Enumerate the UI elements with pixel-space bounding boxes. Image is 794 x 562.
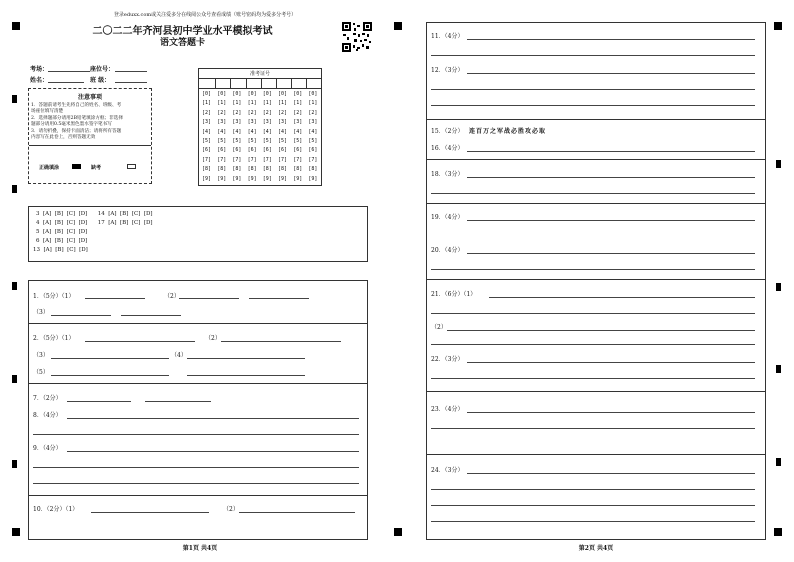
admission-label: 准考证号 <box>249 71 270 77</box>
admission-digit-bubble[interactable]: [3] <box>232 119 242 126</box>
timing-mark <box>776 160 781 168</box>
divider <box>199 88 321 89</box>
divider <box>230 78 231 88</box>
admission-digit-bubble[interactable]: [5] <box>308 138 318 144</box>
answer-line[interactable] <box>467 73 755 74</box>
admission-digit-bubble[interactable]: [8] <box>262 166 272 173</box>
divider <box>29 383 367 384</box>
answer-line[interactable] <box>467 362 755 363</box>
answer-line[interactable] <box>51 315 111 316</box>
qr-code <box>342 22 372 52</box>
admission-digit-bubble[interactable]: [7] <box>232 156 242 163</box>
admission-digit-bubble[interactable]: [3] <box>262 119 272 126</box>
admission-digit-bubble[interactable]: [4] <box>308 128 318 135</box>
answer-line[interactable] <box>121 315 181 316</box>
registration-mark <box>774 528 782 536</box>
admission-digit-bubble[interactable]: [5] <box>293 138 303 144</box>
instruction-line: 内容写在此卷上，否则答题无效 <box>31 135 96 140</box>
q22-label: 22．（3分） <box>431 356 464 363</box>
admission-digit-bubble[interactable]: [0] <box>202 91 212 97</box>
registration-mark <box>12 528 20 536</box>
answer-line[interactable] <box>431 193 755 194</box>
answer-line[interactable] <box>67 451 359 452</box>
admission-digit-bubble[interactable]: [2] <box>232 109 242 116</box>
admission-digit-bubble[interactable]: [8] <box>278 166 288 173</box>
header-notice: 登录eduxx.com或关注爱多分在线阅公众号查看成绩（账号密码均为爱多分考号） <box>113 12 297 18</box>
registration-mark <box>394 22 402 30</box>
divider <box>427 119 765 120</box>
q24-label: 24．（3分） <box>431 467 464 474</box>
q9-label: 9．（4分） <box>33 445 62 452</box>
instruction-line: 题部分请用0.5毫米黑色墨水签字笔书写 <box>31 122 112 127</box>
q1-3-label: （3） <box>33 309 49 316</box>
answer-line[interactable] <box>91 512 209 513</box>
exam-room-field[interactable] <box>48 71 90 72</box>
exam-room-label: 考场： <box>30 66 49 73</box>
answer-line[interactable] <box>187 358 305 359</box>
admission-digit-bubble[interactable]: [0] <box>278 91 288 97</box>
answer-box-left <box>28 280 368 540</box>
q8-label: 8．（4分） <box>33 412 62 419</box>
divider <box>29 145 151 146</box>
admission-digit-bubble[interactable]: [9] <box>293 175 303 182</box>
q20-label: 20．（4分） <box>431 247 464 254</box>
seat-no-field[interactable] <box>115 71 147 72</box>
answer-line[interactable] <box>431 55 755 56</box>
admission-digit-bubble[interactable]: [9] <box>278 175 288 182</box>
admission-grid <box>198 68 322 186</box>
answer-line[interactable] <box>33 434 359 435</box>
admission-digit-bubble[interactable]: [5] <box>262 138 272 144</box>
answer-line[interactable] <box>467 177 755 178</box>
admission-digit-bubble[interactable]: [4] <box>247 128 257 135</box>
admission-digit-bubble[interactable]: [7] <box>262 156 272 163</box>
divider <box>246 78 247 88</box>
admission-digit-bubble[interactable]: [9] <box>202 175 212 182</box>
admission-digit-bubble[interactable]: [3] <box>217 119 227 126</box>
q19-label: 19．（4分） <box>431 214 464 221</box>
class-label: 班 级： <box>90 77 111 84</box>
answer-line[interactable] <box>467 220 755 221</box>
registration-mark <box>394 528 402 536</box>
admission-digit-bubble[interactable]: [3] <box>247 119 257 126</box>
answer-line[interactable] <box>489 297 755 298</box>
admission-digit-bubble[interactable]: [3] <box>202 119 212 126</box>
admission-digit-bubble[interactable]: [5] <box>202 138 212 144</box>
exam-subtitle: 语文答题卡 <box>159 38 205 48</box>
choice-row[interactable]: 5 [A] [B] [C] [D] <box>36 229 88 235</box>
exam-title: 二〇二二年齐河县初中学业水平模拟考试 <box>92 26 273 37</box>
choice-row[interactable]: 3 [A] [B] [C] [D] 14 [A] [B] [C] [D] <box>36 211 153 217</box>
admission-digit-bubble[interactable]: [6] <box>247 147 257 154</box>
timing-mark <box>12 375 17 383</box>
q2-2-label: （2） <box>205 335 221 342</box>
admission-digit-bubble[interactable]: [4] <box>278 128 288 135</box>
admission-digit-bubble[interactable]: [1] <box>293 100 303 107</box>
q2-4-label: （4） <box>171 352 187 359</box>
answer-line[interactable] <box>431 313 755 314</box>
admission-digit-bubble[interactable]: [1] <box>308 100 318 107</box>
admission-digit-bubble[interactable]: [7] <box>308 156 318 163</box>
divider <box>29 323 367 324</box>
answer-line[interactable] <box>431 269 755 270</box>
divider <box>276 78 277 88</box>
timing-mark <box>12 460 17 468</box>
admission-digit-bubble[interactable]: [2] <box>202 109 212 116</box>
registration-mark <box>774 22 782 30</box>
divider <box>427 159 765 160</box>
divider <box>291 78 292 88</box>
q2-5-label: （5） <box>33 369 49 376</box>
q21-label: 21．（6分）（1） <box>431 291 477 298</box>
admission-digit-bubble[interactable]: [2] <box>247 109 257 116</box>
admission-digit-bubble[interactable]: [6] <box>293 147 303 154</box>
timing-mark <box>12 185 17 193</box>
admission-digit-bubble[interactable]: [7] <box>217 156 227 163</box>
admission-digit-bubble[interactable]: [6] <box>278 147 288 154</box>
answer-line[interactable] <box>431 505 755 506</box>
divider <box>306 78 307 88</box>
page-footer-left: 第1页 共4页 <box>182 545 218 552</box>
admission-digit-bubble[interactable]: [0] <box>217 91 227 97</box>
admission-digit-bubble[interactable]: [1] <box>217 100 227 107</box>
answer-line[interactable] <box>467 253 755 254</box>
admission-digit-bubble[interactable]: [0] <box>262 91 272 97</box>
answer-line[interactable] <box>85 341 195 342</box>
admission-digit-bubble[interactable]: [2] <box>308 109 318 116</box>
answer-line[interactable] <box>431 521 755 522</box>
admission-digit-bubble[interactable]: [8] <box>308 166 318 173</box>
q15-label: 15．（2分） <box>431 128 464 135</box>
admission-digit-bubble[interactable]: [2] <box>293 109 303 116</box>
admission-digit-bubble[interactable]: [3] <box>293 119 303 126</box>
answer-line[interactable] <box>145 401 211 402</box>
answer-line[interactable] <box>33 467 359 468</box>
answer-line[interactable] <box>221 341 341 342</box>
admission-digit-bubble[interactable]: [0] <box>293 91 303 97</box>
admission-digit-bubble[interactable]: [4] <box>293 128 303 135</box>
admission-digit-bubble[interactable]: [8] <box>217 166 227 173</box>
choice-row[interactable]: 4 [A] [B] [C] [D] 17 [A] [B] [C] [D] <box>36 220 153 226</box>
admission-digit-bubble[interactable]: [7] <box>278 156 288 163</box>
admission-digit-bubble[interactable]: [8] <box>247 166 257 173</box>
admission-digit-bubble[interactable]: [4] <box>202 128 212 135</box>
q21-2-label: （2） <box>431 324 447 331</box>
admission-digit-bubble[interactable]: [1] <box>247 100 257 107</box>
timing-mark <box>776 458 781 466</box>
admission-digit-bubble[interactable]: [9] <box>247 175 257 182</box>
divider <box>427 454 765 455</box>
admission-digit-bubble[interactable]: [6] <box>308 147 318 154</box>
answer-line[interactable] <box>179 298 239 299</box>
answer-box-right <box>426 22 766 540</box>
admission-digit-bubble[interactable]: [1] <box>202 100 212 107</box>
admission-digit-bubble[interactable]: [1] <box>262 100 272 107</box>
page-footer-right: 第2页 共4页 <box>578 545 614 552</box>
timing-mark <box>776 283 781 291</box>
q1-label: 1．（5分）（1） <box>33 293 75 300</box>
answer-line[interactable] <box>187 375 305 376</box>
absent-label: 缺考 <box>91 165 102 171</box>
choice-row[interactable]: 13 [A] [B] [C] [D] <box>33 247 88 253</box>
admission-digit-bubble[interactable]: [4] <box>217 128 227 135</box>
divider <box>215 78 216 88</box>
q10-label: 10．（2分）（1） <box>33 506 79 513</box>
q12-label: 12．（3分） <box>431 67 464 74</box>
q23-label: 23．（4分） <box>431 406 464 413</box>
admission-digit-bubble[interactable]: [0] <box>232 91 242 97</box>
absent-checkbox[interactable] <box>127 164 136 169</box>
q2-3-label: （3） <box>33 352 49 359</box>
q7-label: 7．（2分） <box>33 395 62 402</box>
answer-line[interactable] <box>431 428 755 429</box>
correct-fill-sample <box>72 164 81 169</box>
instruction-line: 3．请勿折叠，保持卡面清洁；请将所有答题 <box>31 129 122 134</box>
admission-digit-bubble[interactable]: [9] <box>308 175 318 182</box>
answer-line[interactable] <box>467 39 755 40</box>
answer-line[interactable] <box>467 412 755 413</box>
answer-line[interactable] <box>431 344 755 345</box>
admission-digit-bubble[interactable]: [1] <box>232 100 242 107</box>
admission-digit-bubble[interactable]: [9] <box>217 175 227 182</box>
q15-prompt: 连百万之军战必胜攻必取 <box>469 128 547 135</box>
instruction-line: 2．选择题部分请用2B铅笔填涂方框；非选择 <box>31 116 123 121</box>
admission-digit-bubble[interactable]: [1] <box>278 100 288 107</box>
answer-line[interactable] <box>51 375 169 376</box>
answer-line[interactable] <box>431 89 755 90</box>
admission-digit-bubble[interactable]: [9] <box>232 175 242 182</box>
q1-2-label: （2） <box>164 293 180 300</box>
admission-digit-bubble[interactable]: [5] <box>232 138 242 144</box>
seat-no-label: 座位号： <box>90 66 115 73</box>
q11-label: 11．（4分） <box>431 33 464 40</box>
admission-digit-bubble[interactable]: [7] <box>293 156 303 163</box>
instruction-line: 场座位填写清楚 <box>31 109 64 114</box>
divider <box>29 495 367 496</box>
timing-mark <box>776 365 781 373</box>
admission-digit-bubble[interactable]: [6] <box>262 147 272 154</box>
admission-digit-bubble[interactable]: [4] <box>232 128 242 135</box>
admission-digit-bubble[interactable]: [8] <box>293 166 303 173</box>
admission-digit-bubble[interactable]: [7] <box>202 156 212 163</box>
choice-row[interactable]: 6 [A] [B] [C] [D] <box>36 238 88 244</box>
admission-digit-bubble[interactable]: [9] <box>262 175 272 182</box>
answer-line[interactable] <box>33 483 359 484</box>
divider <box>427 391 765 392</box>
name-field[interactable] <box>48 82 84 83</box>
admission-digit-bubble[interactable]: [3] <box>308 119 318 126</box>
admission-digit-bubble[interactable]: [2] <box>278 109 288 116</box>
admission-digit-bubble[interactable]: [7] <box>247 156 257 163</box>
answer-line[interactable] <box>447 330 755 331</box>
admission-digit-bubble[interactable]: [6] <box>217 147 227 154</box>
admission-digit-bubble[interactable]: [6] <box>202 147 212 154</box>
instructions-heading: 注意事项 <box>77 94 102 101</box>
admission-digit-bubble[interactable]: [5] <box>278 138 288 144</box>
q2-label: 2．（5分）（1） <box>33 335 75 342</box>
admission-digit-bubble[interactable]: [5] <box>247 138 257 144</box>
admission-digit-bubble[interactable]: [0] <box>308 91 318 97</box>
instruction-line: 1．答题前请考生先将自己的姓名、班级、考 <box>31 103 122 108</box>
divider <box>261 78 262 88</box>
timing-mark <box>12 282 17 290</box>
answer-line[interactable] <box>467 473 755 474</box>
answer-line[interactable] <box>51 358 169 359</box>
answer-line[interactable] <box>431 378 755 379</box>
registration-mark <box>12 22 20 30</box>
admission-digit-bubble[interactable]: [5] <box>217 138 227 144</box>
answer-line[interactable] <box>431 489 755 490</box>
q18-label: 18．（3分） <box>431 171 464 178</box>
divider <box>427 203 765 204</box>
admission-digit-bubble[interactable]: [8] <box>202 166 212 173</box>
admission-digit-bubble[interactable]: [2] <box>217 109 227 116</box>
divider <box>427 279 765 280</box>
answer-line[interactable] <box>67 418 359 419</box>
admission-digit-bubble[interactable]: [8] <box>232 166 242 173</box>
admission-digit-bubble[interactable]: [6] <box>232 147 242 154</box>
instructions-box <box>28 88 152 184</box>
answer-line[interactable] <box>85 298 145 299</box>
q10-2-label: （2） <box>223 506 239 513</box>
admission-digit-bubble[interactable]: [4] <box>262 128 272 135</box>
answer-line[interactable] <box>67 401 131 402</box>
class-field[interactable] <box>115 82 147 83</box>
answer-line[interactable] <box>239 512 355 513</box>
admission-digit-bubble[interactable]: [0] <box>247 91 257 97</box>
q16-label: 16．（4分） <box>431 145 464 152</box>
timing-mark <box>12 95 17 103</box>
answer-line[interactable] <box>467 151 755 152</box>
choice-box <box>28 206 368 262</box>
name-label: 姓名： <box>30 77 49 84</box>
admission-digit-bubble[interactable]: [2] <box>262 109 272 116</box>
correct-fill-label: 正确填涂 <box>39 165 60 171</box>
admission-digit-bubble[interactable]: [3] <box>278 119 288 126</box>
answer-line[interactable] <box>431 105 755 106</box>
answer-line[interactable] <box>249 298 309 299</box>
